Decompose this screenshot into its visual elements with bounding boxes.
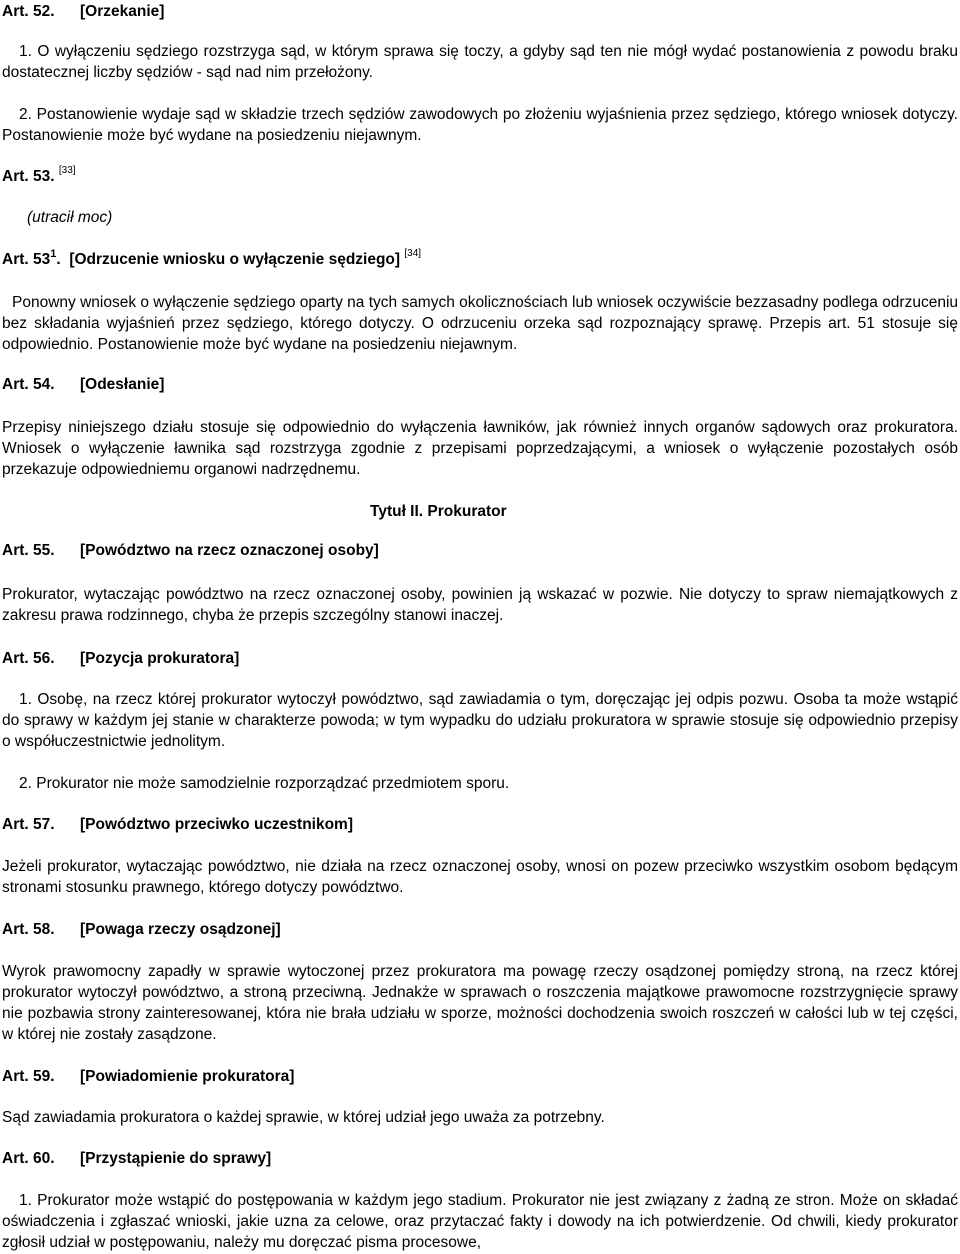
art-54-heading [2, 374, 958, 395]
art-56-heading [2, 648, 958, 669]
art-53-1-footnote: [34] [404, 248, 422, 259]
art-52-number: Art. 52. [2, 3, 55, 20]
art-52-title: [Orzekanie] [80, 3, 165, 20]
art-56-para-2: 2. Prokurator nie może samodzielnie rozporządzać przedmiotem sporu. [19, 775, 510, 792]
art-58-number: Art. 58. [2, 921, 55, 938]
art-57-body: Jeżeli prokurator, wytaczając powództwo, nie działa na rzecz oznaczonej osoby, wnosi on pozew przeciwko wszystkim osobom będącym stronami stosunku prawnego, którego dotyczy powództwo. [2, 858, 958, 896]
art-60-para-1: 1. Prokurator może wstąpić do postępowania w każdym jego stadium. Prokurator nie jest związany z żadną ze stron. Może on składać oświadczenia i zgłaszać wnioski, jakie uzna za celowe, oraz przytaczać fakty i dowody na ich potwierdzenie. Od chwili, kiedy prokurator zgłosił udział w postępowaniu, należy mu doręczać pisma procesowe, [2, 1192, 958, 1251]
art-52-para-2: 2. Postanowienie wydaje sąd w składzie trzech sędziów zawodowych po złożeniu wyjaśnienia przez sędziego, którego wniosek dotyczy. Postanowienie może być wydane na posiedzeniu niejawnym. [2, 106, 958, 144]
art-56-number: Art. 56. [2, 650, 55, 667]
art-53-body: (utracił moc) [27, 209, 113, 226]
art-53-1-title: [Odrzucenie wniosku o wyłączenie sędziego] [69, 251, 401, 268]
art-54-title: [Odesłanie] [80, 376, 165, 393]
art-59-title: [Powiadomienie prokuratora] [80, 1068, 295, 1085]
art-53-footnote: [33] [58, 165, 76, 176]
art-55-number: Art. 55. [2, 542, 55, 559]
art-53-1-number: Art. 53 [2, 251, 51, 268]
art-59-number: Art. 59. [2, 1068, 55, 1085]
art-57-number: Art. 57. [2, 816, 55, 833]
art-59-heading [2, 1066, 958, 1087]
art-55-title: [Powództwo na rzecz oznaczonej osoby] [80, 542, 379, 559]
art-58-title: [Powaga rzeczy osądzonej] [80, 921, 281, 938]
art-53-heading [2, 166, 958, 187]
art-53-1-heading [2, 249, 958, 270]
art-57-heading [2, 814, 958, 835]
art-60-number: Art. 60. [2, 1150, 55, 1167]
art-52-heading [2, 1, 958, 22]
art-60-heading [2, 1148, 958, 1169]
art-59-body: Sąd zawiadamia prokuratora o każdej sprawie, w której udział jego uważa za potrzebny. [2, 1109, 605, 1126]
art-58-body: Wyrok prawomocny zapadły w sprawie wytoczonej przez prokuratora ma powagę rzeczy osądzonej pomiędzy stroną, na rzecz której prokurator wytoczył powództwo, a stroną przeciwną. Jednakże w sprawach o roszczenia majątkowe prawomocne rozstrzygnięcie sprawy nie pozbawia strony zainteresowanej, która nie brała udziału w sporze, możności dochodzenia swoich roszczeń w całości lub w tej części, w której nie zostały zasądzone. [2, 963, 958, 1043]
art-52-para-1: 1. O wyłączeniu sędziego rozstrzyga sąd, w którym sprawa się toczy, a gdyby sąd ten nie mógł wydać postanowienia z powodu braku dostatecznej liczby sędziów - sąd nad nim przełożony. [2, 43, 958, 81]
art-54-number: Art. 54. [2, 376, 55, 393]
art-53-1-body: Ponowny wniosek o wyłączenie sędziego oparty na tych samych okolicznościach lub wniosek oczywiście bezzasadny podlega odrzuceniu bez składania wyjaśnień przez sędziego, którego dotyczy. O odrzuceniu orzeka sąd rozpoznający sprawę. Przepis art. 51 stosuje się odpowiednio. Postanowienie może być wydane na posiedzeniu niejawnym. [2, 294, 959, 353]
art-56-title: [Pozycja prokuratora] [80, 650, 240, 667]
art-53-number: Art. 53. [2, 168, 55, 185]
art-60-title: [Przystąpienie do sprawy] [80, 1150, 272, 1167]
title-2-heading: Tytuł II. Prokurator [370, 503, 507, 520]
art-56-para-1: 1. Osobę, na rzecz której prokurator wytoczył powództwo, sąd zawiadamia o tym, doręczając jej odpis pozwu. Osoba ta może wstąpić do sprawy w każdym jej stanie w charakterze powoda; w tym wypadku do udziału prokuratora w sprawie stosuje się odpowiednio przepisy o współuczestnictwie jednolitym. [2, 691, 958, 750]
art-55-heading [2, 540, 958, 561]
art-53-1-dot: . [56, 251, 61, 268]
art-54-body: Przepisy niniejszego działu stosuje się odpowiednio do wyłączenia ławników, jak również innych organów sądowych oraz prokuratora. Wniosek o wyłączenie ławnika sąd rozstrzyga zgodnie z przepisami poprzedzającymi, a wniosek o wyłączenie pozostałych osób przekazuje odpowiedniemu organowi nadrzędnemu. [2, 419, 958, 478]
art-58-heading [2, 919, 958, 940]
art-57-title: [Powództwo przeciwko uczestnikom] [80, 816, 353, 833]
art-53-1-sup: 1 [50, 248, 57, 260]
art-55-body: Prokurator, wytaczając powództwo na rzecz oznaczonej osoby, powinien ją wskazać w pozwie. Nie dotyczy to spraw niemajątkowych z zakresu prawa rodzinnego, chyba że przepis szczególny stanowi inaczej. [2, 586, 958, 624]
